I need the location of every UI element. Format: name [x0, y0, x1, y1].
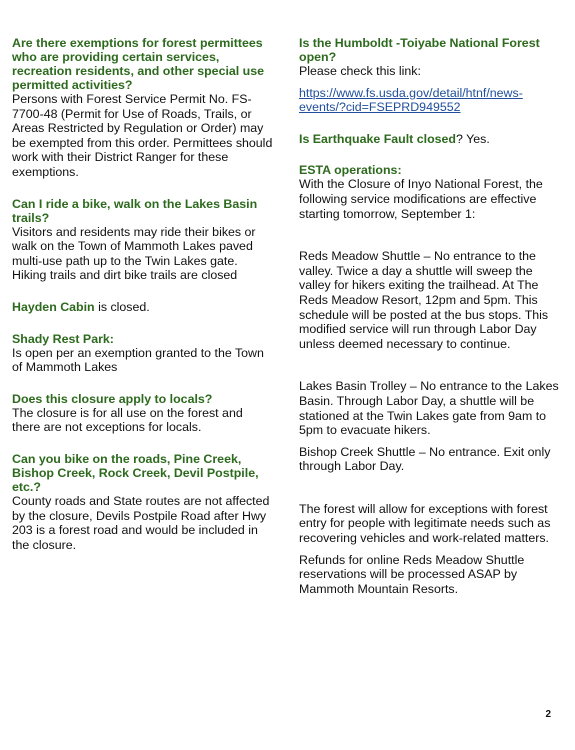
esta-operations: [299, 163, 561, 596]
esta-lakes-basin: Lakes Basin Trolley – No entrance to the Lakes Basin. Through Labor Day, a shuttle will be stationed at the Twin Lakes gate from 9am to 5pm to evacuate hikers.: [299, 379, 559, 438]
faq-question: Does this closure apply to locals?: [12, 391, 213, 406]
faq-question: Can I ride a bike, walk on the Lakes Basin trails?: [12, 196, 258, 225]
faq-bike: [12, 197, 274, 283]
faq-answer: Yes.: [462, 131, 490, 146]
faq-answer: Persons with Forest Service Permit No. FS-7700-48 (Permit for Use of Roads, Trails, or Areas Restricted by Regulation or Order) may be exempted from this order. Permittees should work with their District Ranger for these exemptions.: [12, 92, 273, 179]
news-events-link[interactable]: https://www.fs.usda.gov/detail/htnf/news-events/?cid=FSEPRD949552: [299, 85, 523, 115]
faq-earthquake: [299, 132, 561, 147]
page-number: 2: [545, 709, 551, 720]
faq-question: Hayden Cabin: [12, 299, 95, 314]
right-column: [299, 36, 561, 613]
faq-shady-rest: [12, 332, 274, 375]
esta-bishop-creek: Bishop Creek Shuttle – No entrance. Exit only through Labor Day.: [299, 444, 551, 474]
faq-question: Can you bike on the roads, Pine Creek, Bishop Creek, Rock Creek, Devil Postpile, etc.?: [12, 451, 259, 494]
esta-forest-exceptions: The forest will allow for exceptions with forest entry for people with legitimate needs such as recovering vehicles and work-related matters.: [299, 501, 551, 546]
faq-answer: The closure is for all use on the forest and there are not exceptions for locals.: [12, 405, 243, 435]
faq-roads: [12, 452, 274, 552]
faq-answer: Please check this link:: [299, 64, 421, 78]
faq-question: Is Earthquake Fault closed: [299, 131, 456, 146]
faq-answer: Is open per an exemption granted to the Town of Mammoth Lakes: [12, 345, 264, 375]
faq-answer: County roads and State routes are not affected by the closure, Devils Postpile Road after Hwy 203 is a forest road and would be included in the closure.: [12, 493, 270, 552]
question-mark: ?: [456, 131, 463, 146]
faq-hayden-line: [12, 300, 274, 315]
faq-locals: [12, 392, 274, 435]
faq-earthquake-line: [299, 132, 561, 147]
esta-refunds: Refunds for online Reds Meadow Shuttle reservations will be processed ASAP by Mammoth Mountain Resorts.: [299, 552, 525, 596]
left-column: [12, 36, 274, 569]
faq-question: Are there exemptions for forest permittees who are providing certain services, recreation residents, and other special use permitted activities?: [12, 36, 265, 92]
esta-reds-meadow: Reds Meadow Shuttle – No entrance to the valley. Twice a day a shuttle will sweep the valley for hikers exiting the trailhead. At The Reds Meadow Resort, 12pm and 5pm. This schedule will be posted at the bus stops. This modified service will run through Labor Day unless deemed necessary to continue.: [299, 249, 549, 351]
faq-question: Shady Rest Park:: [12, 331, 114, 346]
esta-intro: With the Closure of Inyo National Forest, the following service modifications are effective starting tomorrow, September 1:: [299, 177, 543, 221]
faq-question: Is the Humboldt -Toiyabe National Forest open?: [299, 36, 540, 64]
faq-hayden: [12, 300, 274, 315]
faq-exemptions: [12, 36, 274, 180]
faq-humboldt: [299, 36, 561, 115]
faq-answer: is closed.: [94, 299, 150, 314]
esta-heading: ESTA operations:: [299, 163, 402, 178]
faq-answer: Visitors and residents may ride their bikes or walk on the Town of Mammoth Lakes paved multi-use path up to the Twin Lakes gate. Hiking trails and dirt bike trails are closed: [12, 224, 256, 283]
